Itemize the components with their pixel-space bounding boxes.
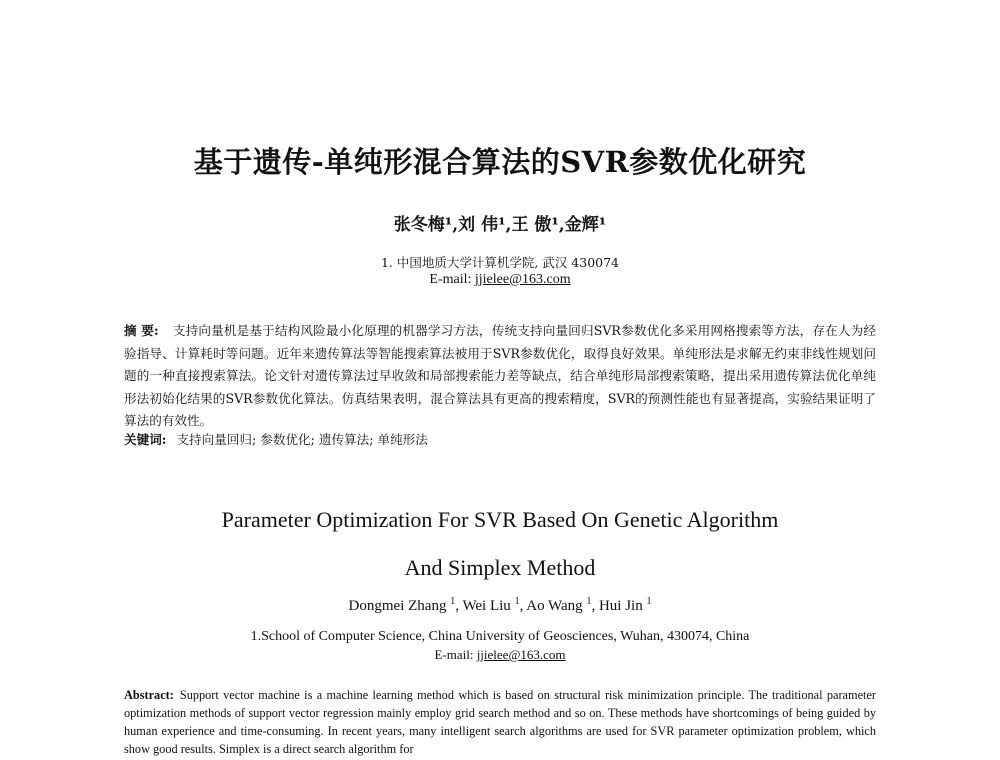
- chinese-abstract-text: 支持向量机是基于结构风险最小化原理的机器学习方法，传统支持向量回归SVR参数优化多采用网格搜索等方法，存在人为经验指导、计算耗时等问题。近年来遗传算法等智能搜索算法被用于SVR参数优化，取得良好效果。单纯形法是求解无约束非线性规划问题的一种直接搜索算法。论文针对遗传算法过早收敛和局部搜索能力差等缺点，结合单纯形局部搜索策略，提出采用遗传算法优化单纯形法初始化结果的SVR参数优化算法。仿真结果表明，混合算法具有更高的搜索精度，SVR的预测性能也有显著提高，实验结果证明了算法的有效性。: [124, 323, 876, 428]
- english-author-sup: 1: [514, 596, 520, 607]
- chinese-abstract: [124, 320, 876, 433]
- english-author: Dongmei Zhang: [348, 598, 447, 614]
- chinese-authors: 张冬梅¹,刘 伟¹,王 傲¹,金辉¹: [393, 215, 607, 235]
- english-author-sup: 1: [646, 596, 652, 607]
- chinese-abstract-label: 摘 要:: [124, 323, 159, 338]
- english-email-link[interactable]: jjielee@163.com: [476, 647, 566, 662]
- english-author: Wei Liu: [462, 598, 511, 614]
- chinese-email-link[interactable]: jjielee@163.com: [474, 272, 571, 287]
- chinese-title: 基于遗传-单纯形混合算法的SVR参数优化研究: [193, 145, 807, 179]
- english-email-label: E-mail:: [434, 647, 477, 662]
- chinese-keywords: [124, 430, 876, 450]
- chinese-affiliation: 1. 中国地质大学计算机学院, 武汉 430074: [380, 255, 620, 270]
- chinese-keywords-label: 关键词:: [124, 432, 167, 447]
- english-author-sup: 1: [586, 596, 592, 607]
- english-title-line2: And Simplex Method: [404, 555, 596, 580]
- chinese-email-line: [0, 271, 1000, 288]
- chinese-email-label: E-mail:: [429, 272, 475, 287]
- chinese-keywords-text: 支持向量回归; 参数优化; 遗传算法; 单纯形法: [176, 432, 428, 447]
- english-author: Hui Jin: [598, 598, 643, 614]
- english-authors: Dongmei Zhang $^1$, Wei Liu $^1$, Ao Wang $^1$, Hui Jin $^1$: [348, 596, 652, 614]
- english-title: [0, 496, 1000, 592]
- english-author-sup: 1: [450, 596, 456, 607]
- english-author: Ao Wang: [526, 598, 583, 614]
- english-affiliation-block: [0, 628, 1000, 664]
- english-abstract: [124, 686, 876, 758]
- chinese-affiliation-block: [0, 254, 1000, 288]
- english-title-line1: Parameter Optimization For SVR Based On Genetic Algorithm: [221, 507, 779, 532]
- english-abstract-text: Support vector machine is a machine learning method which is based on structural risk minimization principle. The traditional parameter optimization methods of support vector regression mainly employ grid search method and so on. These methods have shortcomings of being guided by human experience and time-consuming. In recent years, many intelligent search algorithms are used for SVR parameter optimization problem, which show good results. Simplex is a direct search algorithm for: [124, 688, 876, 756]
- english-email-line: [0, 646, 1000, 664]
- english-affiliation: 1.School of Computer Science, China University of Geosciences, Wuhan, 430074, China: [250, 629, 750, 644]
- english-abstract-label: Abstract:: [124, 688, 174, 702]
